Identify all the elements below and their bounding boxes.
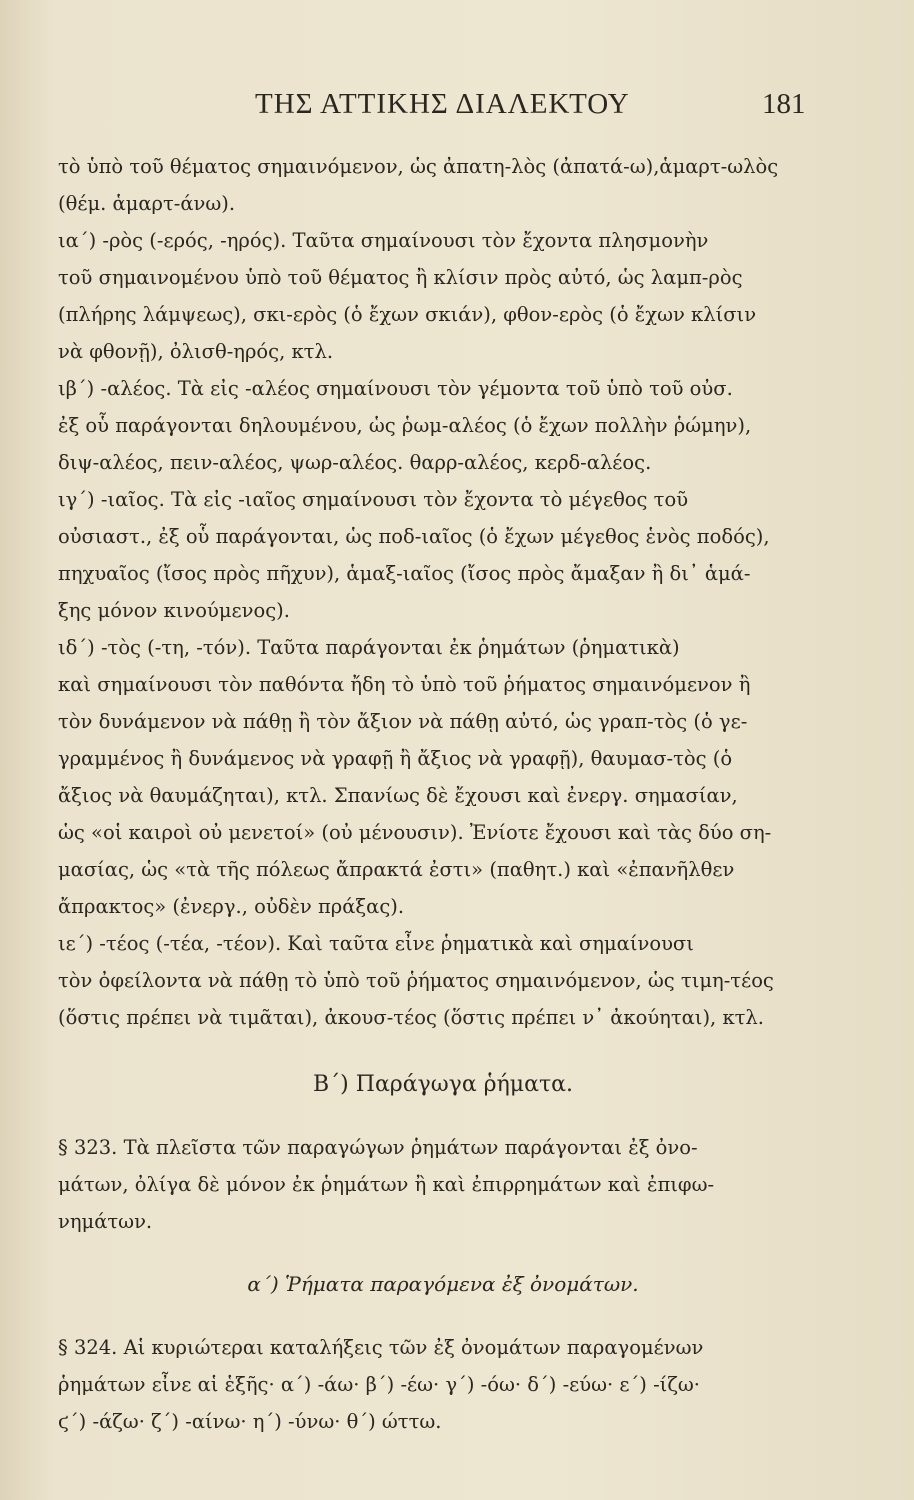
text-line: τοῦ σημαινομένου ὑπὸ τοῦ θέματος ἢ κλίσιν πρὸς αὐτό, ὡς λαμπ-ρὸς [58,266,743,289]
text-line: ιβ΄) -αλέος. Τὰ εἰς -αλέος σημαίνουσι τὸν γέμοντα τοῦ ὑπὸ τοῦ οὐσ. [58,377,733,400]
text-line: (ὅστις πρέπει νὰ τιμᾶται), ἀκουσ-τέος (ὅστις πρέπει ν᾿ ἀκούηται), κτλ. [58,1006,764,1029]
text-line: τὸν δυνάμενον νὰ πάθῃ ἢ τὸν ἄξιον νὰ πάθῃ αὐτό, ὡς γραπ-τὸς (ὁ γε- [58,710,748,733]
running-head: ΤΗΣ ΑΤΤΙΚΗΣ ΔΙΑΛΕΚΤΟΥ [255,88,630,120]
paragraph-324-line: § 324. Αἱ κυριώτεραι καταλήξεις τῶν ἐξ ὀνομάτων παραγομένων [58,1336,704,1359]
body-text [58,148,828,1440]
page-header [0,88,914,128]
subheading: α΄) Ῥήματα παραγόμενα ἐξ ὀνομάτων. [247,1272,639,1296]
text-line: (πλήρης λάμψεως), σκι-ερὸς (ὁ ἔχων σκιάν), φθον-ερὸς (ὁ ἔχων κλίσιν [58,303,757,326]
text-line: (θέμ. ἁμαρτ-άνω). [58,192,236,215]
paragraph-324-line: ϛ΄) -άζω· ζ΄) -αίνω· η΄) -ύνω· θ΄) ώττω. [58,1410,442,1433]
text-line: τὸν ὀφείλοντα νὰ πάθῃ τὸ ὑπὸ τοῦ ῥήματος σημαινόμενον, ὡς τιμη-τέος [58,969,774,992]
paragraph-323-line: μάτων, ὀλίγα δὲ μόνον ἐκ ῥημάτων ἢ καὶ ἐπιρρημάτων καὶ ἐπιφω- [58,1173,715,1196]
text-line: μασίας, ὡς «τὰ τῆς πόλεως ἄπρακτά ἐστι» (παθητ.) καὶ «ἐπανῆλθεν [58,858,735,881]
text-line: νὰ φθονῇ), ὀλισθ-ηρός, κτλ. [58,340,334,363]
section-heading: Β΄) Παράγωγα ῥήματα. [313,1072,573,1097]
text-line: οὐσιαστ., ἐξ οὗ παράγονται, ὡς ποδ-ιαῖος (ὁ ἔχων μέγεθος ἑνὸς ποδός), [58,525,770,548]
text-line: ὡς «οἱ καιροὶ οὐ μενετοί» (οὐ μένουσιν). Ἐνίοτε ἔχουσι καὶ τὰς δύο ση- [58,821,772,844]
text-line: καὶ σημαίνουσι τὸν παθόντα ἤδη τὸ ὑπὸ τοῦ ῥήματος σημαινόμενον ἢ [58,673,751,696]
text-line: ἐξ οὗ παράγονται δηλουμένου, ὡς ῥωμ-αλέος (ὁ ἔχων πολλὴν ῥώμην), [58,414,752,437]
text-line: ια΄) -ρὸς (-ερός, -ηρός). Ταῦτα σημαίνουσι τὸν ἔχοντα πλησμονὴν [58,229,709,252]
text-line: ιδ΄) -τὸς (-τη, -τόν). Ταῦτα παράγονται ἐκ ῥημάτων (ῥηματικὰ) [58,636,680,659]
text-line: διψ-αλέος, πειν-αλέος, ψωρ-αλέος. θαρρ-αλέος, κερδ-αλέος. [58,451,652,474]
paragraph-324-line: ῥημάτων εἶνε αἱ ἑξῆς· α΄) -άω· β΄) -έω· γ΄) -όω· δ΄) -εύω· ε΄) -ίζω· [58,1373,700,1396]
paragraph-323-line: § 323. Τὰ πλεῖστα τῶν παραγώγων ῥημάτων παράγονται ἐξ ὀνο- [58,1136,698,1159]
text-line: ιε΄) -τέος (-τέα, -τέον). Καὶ ταῦτα εἶνε ῥηματικὰ καὶ σημαίνουσι [58,932,694,955]
text-line: ιγ΄) -ιαῖος. Τὰ εἰς -ιαῖος σημαίνουσι τὸν ἔχοντα τὸ μέγεθος τοῦ [58,488,689,511]
text-line: πηχυαῖος (ἴσος πρὸς πῆχυν), ἁμαξ-ιαῖος (ἴσος πρὸς ἄμαξαν ἢ δι᾿ ἁμά- [58,562,751,585]
text-line: γραμμένος ἢ δυνάμενος νὰ γραφῇ ἢ ἄξιος νὰ γραφῇ), θαυμασ-τὸς (ὁ [58,747,733,770]
paragraph-323-line: νημάτων. [58,1210,153,1233]
text-line: ἄπρακτος» (ἐνεργ., οὐδὲν πράξας). [58,895,405,918]
text-line: ἄξιος νὰ θαυμάζηται), κτλ. Σπανίως δὲ ἔχουσι καὶ ἐνεργ. σημασίαν, [58,784,738,807]
text-line: ξης μόνον κινούμενος). [58,599,290,622]
text-line: τὸ ὑπὸ τοῦ θέματος σημαινόμενον, ὡς ἀπατη-λὸς (ἀπατά-ω),ἁμαρτ-ωλὸς [58,155,779,178]
page-number: 181 [762,88,806,120]
